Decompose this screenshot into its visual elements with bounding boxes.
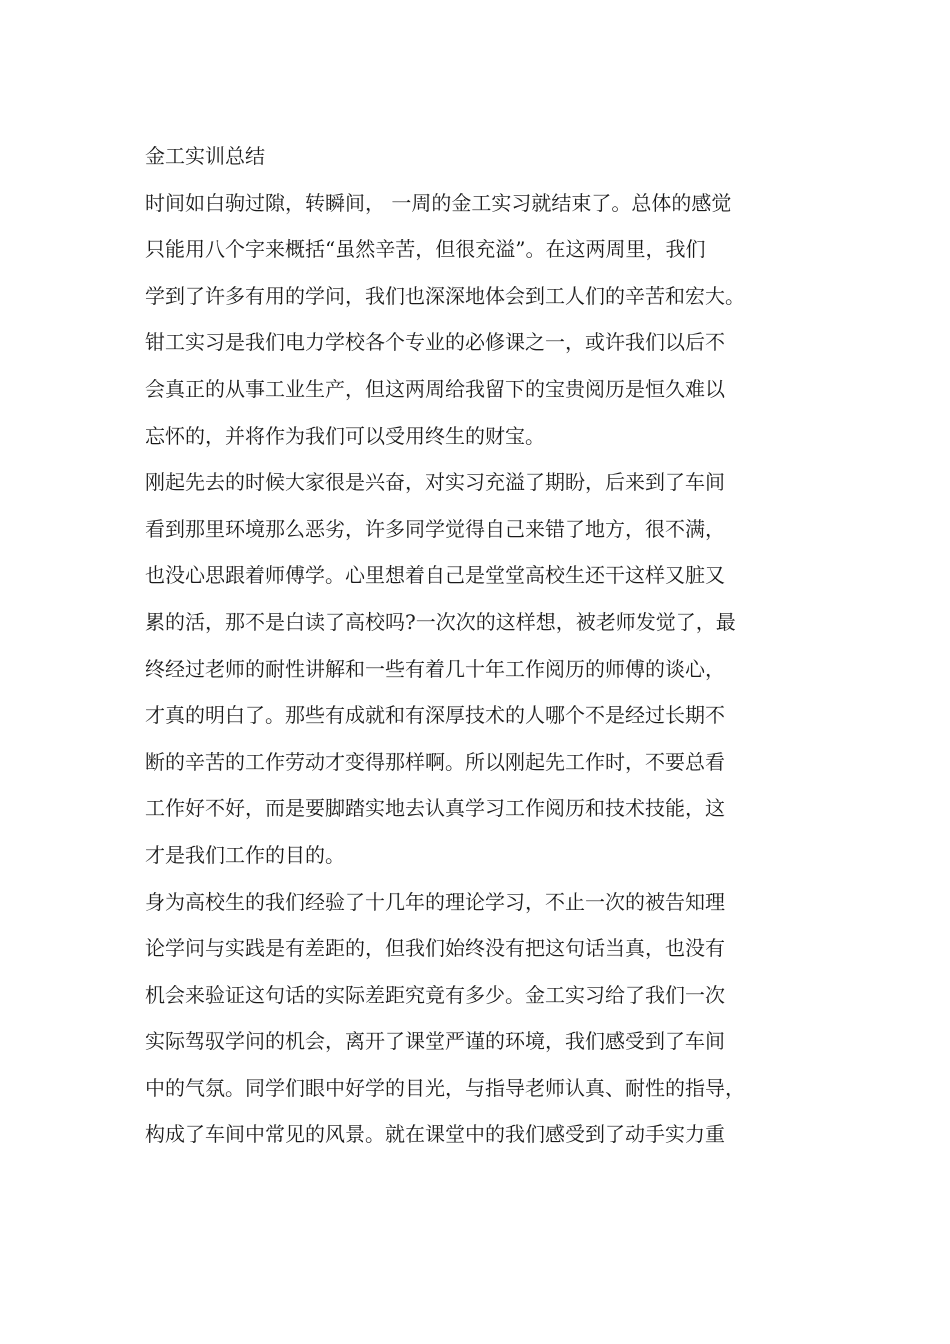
text-line: 学到了许多有用的学问，我们也深深地体会到工人们的辛苦和宏大。: [145, 283, 745, 308]
text-line: 钳工实习是我们电力学校各个专业的必修课之一，或许我们以后不: [145, 330, 725, 355]
document-body: [145, 133, 845, 1158]
text-line: 忘怀的，并将作为我们可以受用终生的财宝。: [145, 423, 545, 448]
text-line: 时间如白驹过隙，转瞬间， 一周的金工实习就结束了。总体的感觉: [145, 190, 732, 215]
text-line: 才真的明白了。那些有成就和有深厚技术的人哪个不是经过长期不: [145, 703, 725, 728]
text-line: 工作好不好，而是要脚踏实地去认真学习工作阅历和技术技能，这: [145, 796, 725, 821]
text-line: 只能用八个字来概括“虽然辛苦，但很充溢”。在这两周里，我们: [145, 237, 706, 262]
text-line: 中的气氛。同学们眼中好学的目光，与指导老师认真、耐性的指导，: [145, 1075, 745, 1100]
text-line: 断的辛苦的工作劳动才变得那样啊。所以刚起先工作时，不要总看: [145, 749, 725, 774]
text-line: 终经过老师的耐性讲解和一些有着几十年工作阅历的师傅的谈心，: [145, 656, 725, 681]
text-line: 累的活，那不是白读了高校吗?一次次的这样想，被老师发觉了，最: [145, 609, 736, 634]
text-line: 机会来验证这句话的实际差距究竟有多少。金工实习给了我们一次: [145, 982, 725, 1007]
text-line: 会真正的从事工业生产，但这两周给我留下的宝贵阅历是恒久难以: [145, 376, 725, 401]
text-line: 看到那里环境那么恶劣，许多同学觉得自己来错了地方，很不满，: [145, 516, 725, 541]
text-line: 论学问与实践是有差距的，但我们始终没有把这句话当真，也没有: [145, 936, 725, 961]
text-line: 也没心思跟着师傅学。心里想着自己是堂堂高校生还干这样又脏又: [145, 563, 725, 588]
document-title: 金工实训总结: [145, 144, 265, 168]
text-line: 实际驾驭学问的机会，离开了课堂严谨的环境，我们感受到了车间: [145, 1029, 725, 1054]
text-line: 才是我们工作的目的。: [145, 842, 345, 867]
text-line: 刚起先去的时候大家很是兴奋，对实习充溢了期盼，后来到了车间: [145, 470, 725, 495]
text-line: 身为高校生的我们经验了十几年的理论学习，不止一次的被告知理: [145, 889, 725, 914]
text-line: 构成了车间中常见的风景。就在课堂中的我们感受到了动手实力重: [145, 1122, 725, 1147]
